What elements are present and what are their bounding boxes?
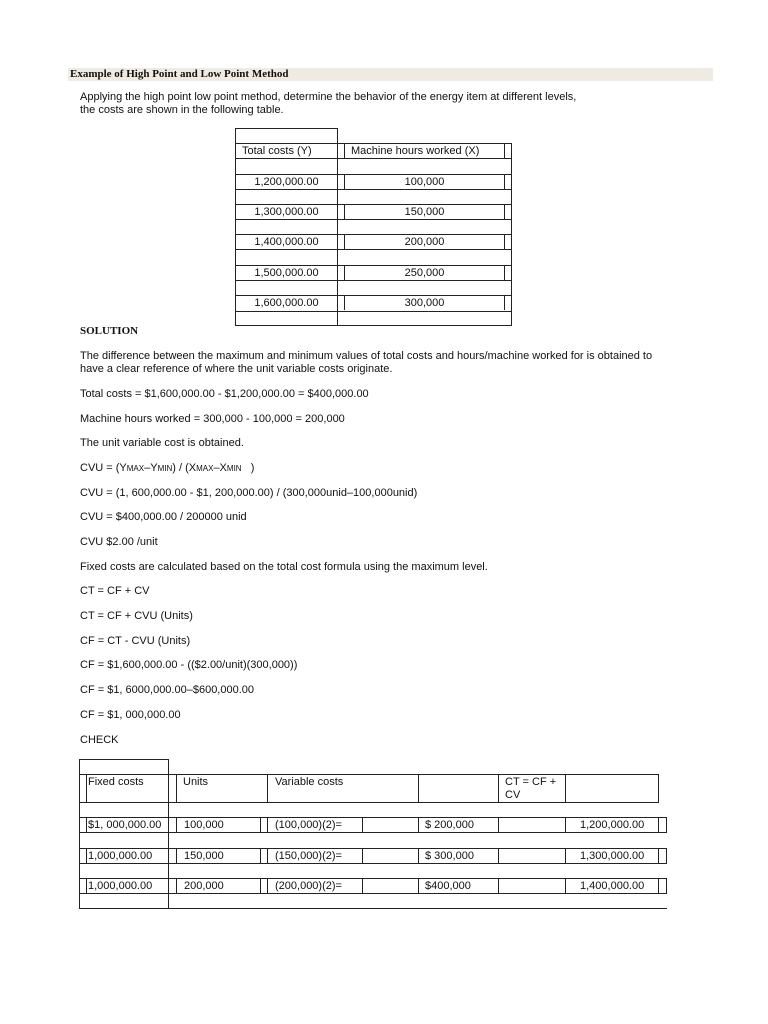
row-3-hours: 200,000: [404, 236, 445, 248]
check-row-1-total: 1,200,000.00: [580, 819, 645, 831]
check-row-3-variable: $400,000: [425, 880, 471, 892]
check-row-1-calc: (100,000)(2)=: [275, 819, 342, 831]
check-row-1-fixed: $1, 000,000.00: [88, 819, 162, 831]
total-costs-line: Total costs = $1,600,000.00 - $1,200,000.00 = $400,000.00: [80, 388, 369, 400]
check-header-ct-2: CV: [505, 789, 521, 801]
row-1-total: 1,200,000.00: [254, 176, 319, 188]
check-row-2-variable: $ 300,000: [425, 850, 474, 862]
cf-formula-2: CF = $1,600,000.00 - (($2.00/unit)(300,000)): [80, 659, 298, 671]
check-row-3-total: 1,400,000.00: [580, 880, 645, 892]
cf-result: CF = $1, 000,000.00: [80, 709, 181, 721]
row-3-total: 1,400,000.00: [254, 236, 319, 248]
row-4-hours: 250,000: [404, 267, 445, 279]
solution-paragraph: The difference between the maximum and minimum values of total costs and hours/machine worked for is obtained to have a clear reference of where the unit variable costs originate.: [80, 350, 653, 375]
ct-formula-2: CT = CF + CVU (Units): [80, 610, 193, 622]
cf-formula-1: CF = CT - CVU (Units): [80, 635, 191, 647]
check-row-1-units: 100,000: [184, 819, 224, 831]
check-row-2-fixed: 1,000,000.00: [88, 850, 153, 862]
row-2-hours: 150,000: [404, 206, 445, 218]
section-title: Example of High Point and Low Point Method: [70, 68, 289, 80]
check-header-fixed: Fixed costs: [88, 776, 144, 788]
machine-hours-line: Machine hours worked = 300,000 - 100,000 = 200,000: [80, 413, 345, 425]
unit-variable-line: The unit variable cost is obtained.: [80, 437, 244, 449]
check-row-3-calc: (200,000)(2)=: [275, 880, 342, 892]
check-row-2-total: 1,300,000.00: [580, 850, 645, 862]
row-5-hours: 300,000: [404, 297, 445, 309]
ct-formula-1: CT = CF + CV: [80, 585, 150, 597]
row-1-hours: 100,000: [404, 176, 445, 188]
check-header-variable: Variable costs: [275, 776, 344, 788]
header-machine-hours: Machine hours worked (X): [351, 145, 480, 157]
check-row-2-calc: (150,000)(2)=: [275, 850, 342, 862]
row-5-total: 1,600,000.00: [254, 297, 319, 309]
cvu-substitution-line: CVU = (1, 600,000.00 - $1, 200,000.00) / (300,000unid–100,000unid): [80, 487, 418, 499]
check-row-2-units: 150,000: [184, 850, 224, 862]
check-header-ct-1: CT = CF +: [505, 776, 557, 788]
check-row-3-fixed: 1,000,000.00: [88, 880, 153, 892]
cvu-formula-line: CVU = (YMAX–YMIN) / (XMAX–XMIN ): [80, 462, 255, 474]
intro-paragraph: Applying the high point low point method, determine the behavior of the energy item at different levels, the costs are shown in the following table.: [80, 91, 577, 116]
check-header-units: Units: [183, 776, 209, 788]
row-4-total: 1,500,000.00: [254, 267, 319, 279]
check-row-1-variable: $ 200,000: [425, 819, 474, 831]
row-2-total: 1,300,000.00: [254, 206, 319, 218]
cvu-division-line: CVU = $400,000.00 / 200000 unid: [80, 511, 247, 523]
cf-formula-3: CF = $1, 6000,000.00–$600,000.00: [80, 684, 255, 696]
check-row-3-units: 200,000: [184, 880, 224, 892]
solution-heading: SOLUTION: [80, 325, 139, 337]
cvu-result-line: CVU $2.00 /unit: [80, 536, 158, 548]
check-label: CHECK: [80, 734, 119, 746]
fixed-costs-intro: Fixed costs are calculated based on the total cost formula using the maximum level.: [80, 561, 488, 573]
header-total-costs: Total costs (Y): [242, 145, 312, 157]
